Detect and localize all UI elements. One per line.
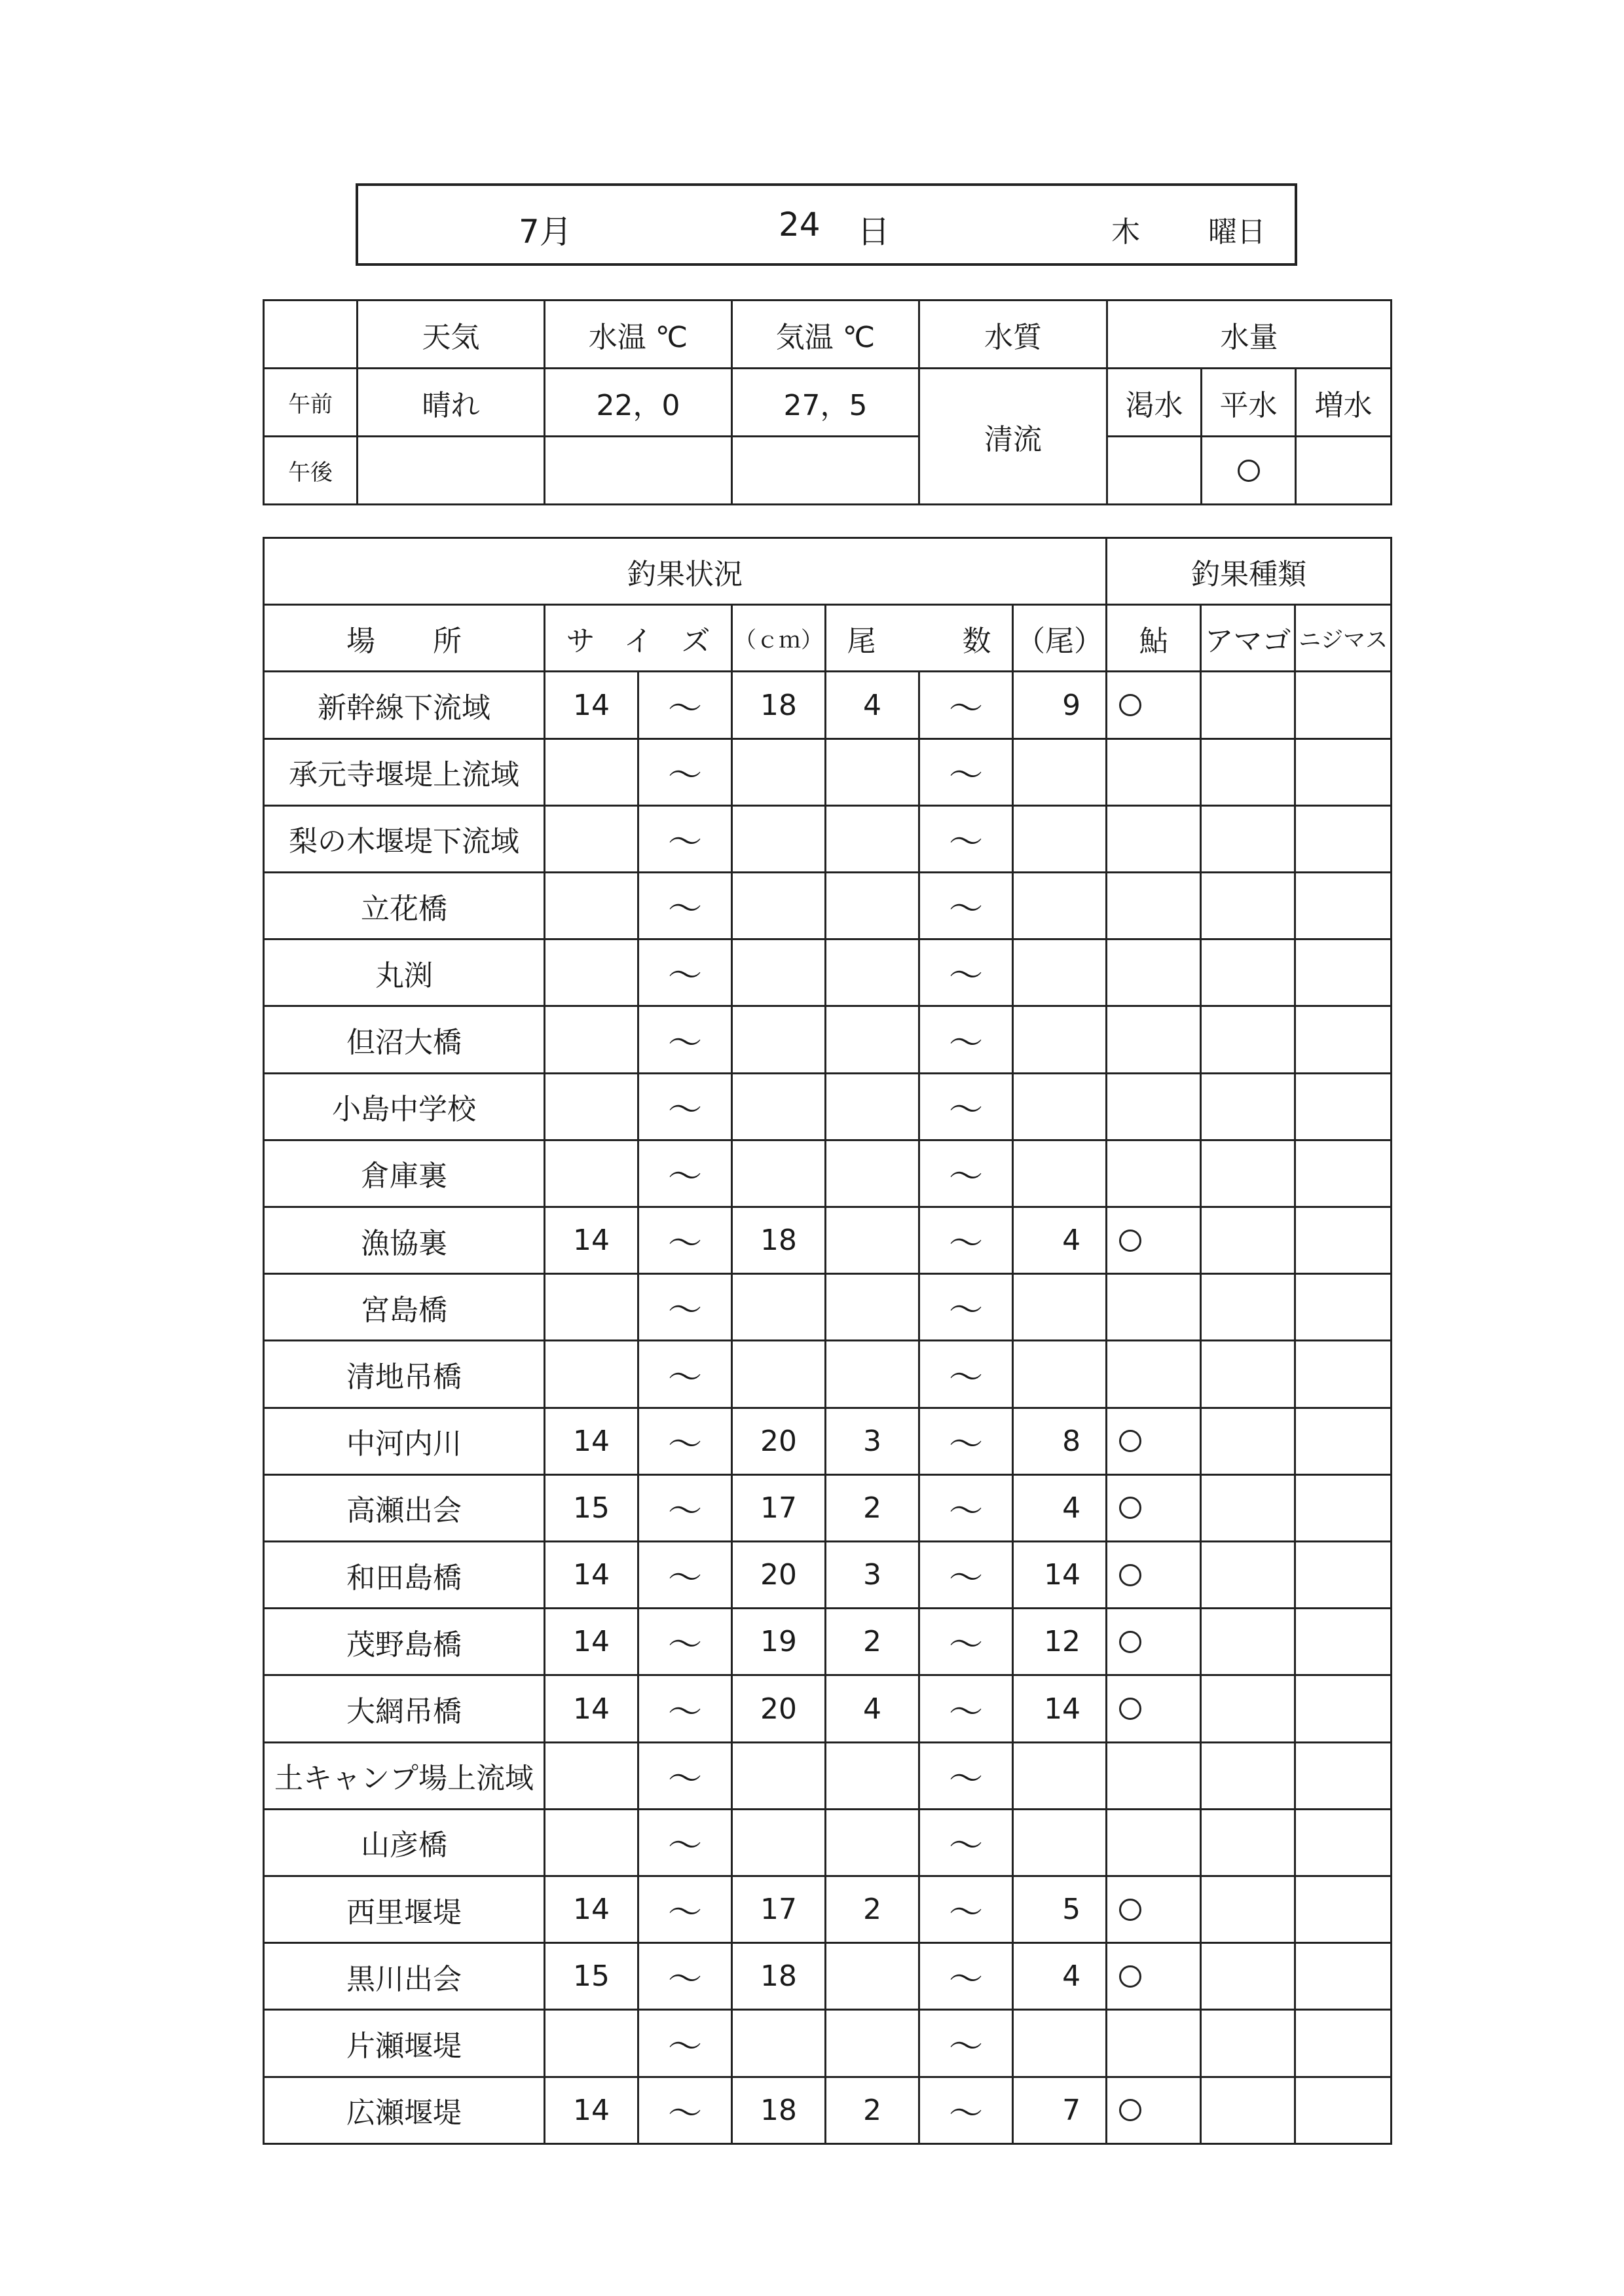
catch-row: [264, 2077, 1392, 2143]
row-place: 土キャンプ場上流域: [264, 1742, 545, 1809]
row-place: 新幹線下流域: [264, 672, 545, 738]
row-count-tilde: ～: [919, 1408, 1013, 1474]
row-rainbow-trout-mark: [1295, 1006, 1392, 1073]
date-month: 7月: [519, 213, 572, 251]
selected-circle-icon: [1238, 460, 1260, 482]
row-place: 西里堰堤: [264, 1876, 545, 1943]
row-size-max: [732, 1140, 826, 1207]
row-amago-mark: [1201, 1207, 1295, 1274]
row-amago-mark: [1201, 1876, 1295, 1943]
row-ayu-mark: [1107, 672, 1201, 738]
row-size-max: 20: [732, 1675, 826, 1742]
date-day: 24: [779, 206, 821, 244]
catch-row: [264, 672, 1392, 738]
row-size-max: [732, 738, 826, 805]
row-place: 大網吊橋: [264, 1675, 545, 1742]
catch-row: [264, 939, 1392, 1006]
row-count-max: 5: [1013, 1876, 1107, 1943]
row-size-max: 18: [732, 2077, 826, 2143]
row-count-max: 14: [1013, 1675, 1107, 1742]
row-size-max: 17: [732, 1876, 826, 1943]
row-count-max: [1013, 1006, 1107, 1073]
row-amago-mark: [1201, 873, 1295, 939]
species-amago: アマゴ: [1201, 605, 1295, 672]
catch-row: [264, 1408, 1392, 1474]
row-count-min: 3: [826, 1408, 919, 1474]
row-amago-mark: [1201, 1274, 1295, 1341]
species-rainbow-trout: ニジマス: [1295, 605, 1392, 672]
am-water-temp: 22，0: [545, 369, 732, 437]
row-place: 小島中学校: [264, 1073, 545, 1140]
row-count-min: [826, 873, 919, 939]
catch-row: [264, 1006, 1392, 1073]
row-count-min: [826, 1943, 919, 2010]
row-count-tilde: ～: [919, 1742, 1013, 1809]
species-title: 釣果種類: [1107, 538, 1392, 605]
flow-high: 増水: [1296, 369, 1392, 437]
row-size-max: 18: [732, 672, 826, 738]
row-size-min: [545, 1809, 638, 1876]
row-count-tilde: ～: [919, 1809, 1013, 1876]
row-size-max: 17: [732, 1474, 826, 1541]
row-count-min: 2: [826, 2077, 919, 2143]
row-size-min: [545, 738, 638, 805]
flow-normal: 平水: [1202, 369, 1296, 437]
row-size-tilde: ～: [638, 1274, 732, 1341]
row-amago-mark: [1201, 2077, 1295, 2143]
row-place: 立花橋: [264, 873, 545, 939]
row-size-min: 14: [545, 1207, 638, 1274]
row-count-min: 2: [826, 1474, 919, 1541]
row-count-tilde: ～: [919, 1943, 1013, 2010]
row-amago-mark: [1201, 1073, 1295, 1140]
header-size: サ イ ズ: [545, 605, 732, 672]
flow-low-mark: [1107, 437, 1202, 505]
catch-row: [264, 1809, 1392, 1876]
row-amago-mark: [1201, 672, 1295, 738]
row-size-min: [545, 939, 638, 1006]
row-rainbow-trout-mark: [1295, 1609, 1392, 1675]
row-size-tilde: ～: [638, 1542, 732, 1609]
row-amago-mark: [1201, 1006, 1295, 1073]
catch-row: [264, 1542, 1392, 1609]
row-size-max: 20: [732, 1542, 826, 1609]
row-count-max: [1013, 1073, 1107, 1140]
catch-row: [264, 1742, 1392, 1809]
catch-row: [264, 1073, 1392, 1140]
row-size-max: [732, 939, 826, 1006]
row-size-min: 14: [545, 1876, 638, 1943]
row-count-tilde: ～: [919, 1274, 1013, 1341]
row-size-min: [545, 1006, 638, 1073]
row-count-min: [826, 1073, 919, 1140]
row-count-max: [1013, 1341, 1107, 1408]
row-count-min: [826, 2010, 919, 2077]
row-size-min: 14: [545, 1675, 638, 1742]
row-ayu-mark: [1107, 1341, 1201, 1408]
ayu-circle-icon: [1119, 1430, 1141, 1452]
row-count-max: 4: [1013, 1943, 1107, 2010]
row-ayu-mark: [1107, 805, 1201, 872]
row-count-min: [826, 1140, 919, 1207]
row-count-min: 3: [826, 1542, 919, 1609]
row-count-tilde: ～: [919, 1675, 1013, 1742]
catch-row: [264, 2010, 1392, 2077]
row-size-tilde: ～: [638, 939, 732, 1006]
row-rainbow-trout-mark: [1295, 1408, 1392, 1474]
row-size-tilde: ～: [638, 1742, 732, 1809]
row-size-tilde: ～: [638, 1675, 732, 1742]
row-count-tilde: ～: [919, 1542, 1013, 1609]
row-place: 中河内川: [264, 1408, 545, 1474]
row-amago-mark: [1201, 1474, 1295, 1541]
row-ayu-mark: [1107, 2077, 1201, 2143]
catch-row: [264, 1943, 1392, 2010]
row-size-min: [545, 1742, 638, 1809]
row-ayu-mark: [1107, 1542, 1201, 1609]
row-place: 宮島橋: [264, 1274, 545, 1341]
header-weather: 天気: [358, 301, 545, 369]
row-count-max: 12: [1013, 1609, 1107, 1675]
row-size-max: [732, 1341, 826, 1408]
flow-high-mark: [1296, 437, 1392, 505]
row-amago-mark: [1201, 1943, 1295, 2010]
row-size-tilde: ～: [638, 1474, 732, 1541]
row-amago-mark: [1201, 738, 1295, 805]
row-rainbow-trout-mark: [1295, 1876, 1392, 1943]
row-ayu-mark: [1107, 1809, 1201, 1876]
row-amago-mark: [1201, 1609, 1295, 1675]
row-rainbow-trout-mark: [1295, 1274, 1392, 1341]
ayu-circle-icon: [1119, 1497, 1141, 1519]
row-size-min: 15: [545, 1474, 638, 1541]
row-amago-mark: [1201, 1675, 1295, 1742]
row-size-tilde: ～: [638, 1609, 732, 1675]
row-count-max: 7: [1013, 2077, 1107, 2143]
row-count-tilde: ～: [919, 939, 1013, 1006]
row-count-min: [826, 1274, 919, 1341]
catch-row: [264, 1341, 1392, 1408]
row-size-max: [732, 1006, 826, 1073]
ayu-circle-icon: [1119, 1899, 1141, 1921]
pm-label: 午後: [264, 437, 358, 505]
row-size-min: 14: [545, 1408, 638, 1474]
ayu-circle-icon: [1119, 1230, 1141, 1252]
header-count: 尾 数: [826, 605, 1013, 672]
row-size-tilde: ～: [638, 1341, 732, 1408]
row-rainbow-trout-mark: [1295, 1542, 1392, 1609]
row-size-tilde: ～: [638, 1876, 732, 1943]
row-size-min: [545, 805, 638, 872]
row-size-tilde: ～: [638, 2010, 732, 2077]
row-ayu-mark: [1107, 1943, 1201, 2010]
row-size-min: 14: [545, 1542, 638, 1609]
row-count-max: 4: [1013, 1474, 1107, 1541]
ayu-circle-icon: [1119, 1965, 1141, 1988]
row-size-tilde: ～: [638, 1207, 732, 1274]
row-count-tilde: ～: [919, 1876, 1013, 1943]
row-ayu-mark: [1107, 1675, 1201, 1742]
catch-row: [264, 1876, 1392, 1943]
row-place: 承元寺堰堤上流域: [264, 738, 545, 805]
row-count-max: 14: [1013, 1542, 1107, 1609]
catch-row: [264, 1274, 1392, 1341]
row-count-tilde: ～: [919, 1474, 1013, 1541]
header-count-unit: （尾）: [1013, 605, 1107, 672]
row-count-tilde: ～: [919, 1140, 1013, 1207]
row-size-max: 20: [732, 1408, 826, 1474]
row-size-max: [732, 1073, 826, 1140]
date-weekday-unit: 曜日: [1208, 215, 1266, 249]
header-size-unit: （ｃｍ）: [732, 605, 826, 672]
row-amago-mark: [1201, 805, 1295, 872]
row-rainbow-trout-mark: [1295, 939, 1392, 1006]
row-size-tilde: ～: [638, 1943, 732, 2010]
row-rainbow-trout-mark: [1295, 1809, 1392, 1876]
catch-row: [264, 805, 1392, 872]
row-place: 山彦橋: [264, 1809, 545, 1876]
header-water-temp: 水温 ℃: [545, 301, 732, 369]
row-ayu-mark: [1107, 1006, 1201, 1073]
catch-row: [264, 1140, 1392, 1207]
row-rainbow-trout-mark: [1295, 1207, 1392, 1274]
row-amago-mark: [1201, 1742, 1295, 1809]
row-place: 倉庫裏: [264, 1140, 545, 1207]
ayu-circle-icon: [1119, 2099, 1141, 2121]
row-size-max: [732, 2010, 826, 2077]
row-count-tilde: ～: [919, 1341, 1013, 1408]
header-flow: 水量: [1107, 301, 1392, 369]
row-size-min: 14: [545, 1609, 638, 1675]
row-ayu-mark: [1107, 1876, 1201, 1943]
row-rainbow-trout-mark: [1295, 738, 1392, 805]
am-label: 午前: [264, 369, 358, 437]
row-place: 丸渕: [264, 939, 545, 1006]
row-size-tilde: ～: [638, 805, 732, 872]
header-place: 場 所: [264, 605, 545, 672]
row-count-min: 2: [826, 1609, 919, 1675]
row-amago-mark: [1201, 2010, 1295, 2077]
row-count-tilde: ～: [919, 2077, 1013, 2143]
row-count-max: [1013, 1809, 1107, 1876]
row-amago-mark: [1201, 1408, 1295, 1474]
date-weekday: 木: [1111, 215, 1140, 249]
row-size-min: 15: [545, 1943, 638, 2010]
row-count-max: [1013, 738, 1107, 805]
pm-water-temp: [545, 437, 732, 505]
row-size-tilde: ～: [638, 1408, 732, 1474]
row-count-tilde: ～: [919, 1073, 1013, 1140]
row-size-max: [732, 805, 826, 872]
row-size-max: 18: [732, 1943, 826, 2010]
row-count-min: [826, 1341, 919, 1408]
row-amago-mark: [1201, 939, 1295, 1006]
row-count-tilde: ～: [919, 672, 1013, 738]
row-size-tilde: ～: [638, 1006, 732, 1073]
row-size-tilde: ～: [638, 1809, 732, 1876]
row-ayu-mark: [1107, 1742, 1201, 1809]
row-count-max: [1013, 1274, 1107, 1341]
row-size-min: 14: [545, 672, 638, 738]
row-count-min: [826, 1809, 919, 1876]
ayu-circle-icon: [1119, 1564, 1141, 1586]
row-rainbow-trout-mark: [1295, 873, 1392, 939]
row-count-tilde: ～: [919, 738, 1013, 805]
catch-table: [263, 537, 1392, 2145]
row-place: 漁協裏: [264, 1207, 545, 1274]
row-rainbow-trout-mark: [1295, 805, 1392, 872]
row-place: 高瀬出会: [264, 1474, 545, 1541]
row-size-max: [732, 1742, 826, 1809]
flow-normal-mark: [1202, 437, 1296, 505]
row-place: 黒川出会: [264, 1943, 545, 2010]
row-rainbow-trout-mark: [1295, 1073, 1392, 1140]
row-count-max: 9: [1013, 672, 1107, 738]
row-rainbow-trout-mark: [1295, 1943, 1392, 2010]
row-rainbow-trout-mark: [1295, 2077, 1392, 2143]
row-amago-mark: [1201, 1341, 1295, 1408]
row-ayu-mark: [1107, 939, 1201, 1006]
row-count-max: [1013, 1742, 1107, 1809]
ayu-circle-icon: [1119, 1698, 1141, 1720]
row-place: 茂野島橋: [264, 1609, 545, 1675]
row-place: 和田島橋: [264, 1542, 545, 1609]
row-size-tilde: ～: [638, 738, 732, 805]
row-count-tilde: ～: [919, 873, 1013, 939]
row-place: 清地吊橋: [264, 1341, 545, 1408]
ayu-circle-icon: [1119, 694, 1141, 716]
row-size-min: [545, 2010, 638, 2077]
date-header: [356, 183, 1297, 266]
catch-row: [264, 1609, 1392, 1675]
row-rainbow-trout-mark: [1295, 1474, 1392, 1541]
row-ayu-mark: [1107, 873, 1201, 939]
row-ayu-mark: [1107, 1140, 1201, 1207]
catch-title: 釣果状況: [264, 538, 1107, 605]
row-count-tilde: ～: [919, 1207, 1013, 1274]
row-count-max: [1013, 939, 1107, 1006]
catch-row: [264, 738, 1392, 805]
row-size-max: [732, 1809, 826, 1876]
row-size-min: [545, 1274, 638, 1341]
date-day-unit: 日: [857, 213, 890, 251]
row-ayu-mark: [1107, 1207, 1201, 1274]
header-quality: 水質: [919, 301, 1107, 369]
row-count-min: [826, 1207, 919, 1274]
header-air-temp: 気温 ℃: [732, 301, 919, 369]
row-amago-mark: [1201, 1809, 1295, 1876]
row-size-max: 18: [732, 1207, 826, 1274]
row-count-tilde: ～: [919, 2010, 1013, 2077]
row-size-tilde: ～: [638, 1140, 732, 1207]
row-ayu-mark: [1107, 1408, 1201, 1474]
row-rainbow-trout-mark: [1295, 1742, 1392, 1809]
row-place: 梨の木堰堤下流域: [264, 805, 545, 872]
row-amago-mark: [1201, 1140, 1295, 1207]
row-count-max: [1013, 1140, 1107, 1207]
flow-low: 渇水: [1107, 369, 1202, 437]
catch-row: [264, 1207, 1392, 1274]
row-place: 片瀬堰堤: [264, 2010, 545, 2077]
row-size-max: 19: [732, 1609, 826, 1675]
row-count-min: [826, 1006, 919, 1073]
row-ayu-mark: [1107, 1073, 1201, 1140]
row-count-tilde: ～: [919, 805, 1013, 872]
row-count-min: [826, 1742, 919, 1809]
row-count-min: 4: [826, 672, 919, 738]
water-quality: 清流: [919, 369, 1107, 505]
row-size-tilde: ～: [638, 672, 732, 738]
pm-air-temp: [732, 437, 919, 505]
am-air-temp: 27，5: [732, 369, 919, 437]
row-count-max: [1013, 805, 1107, 872]
row-amago-mark: [1201, 1542, 1295, 1609]
row-ayu-mark: [1107, 1274, 1201, 1341]
row-place: 但沼大橋: [264, 1006, 545, 1073]
row-size-tilde: ～: [638, 1073, 732, 1140]
row-count-min: [826, 939, 919, 1006]
row-size-min: [545, 1341, 638, 1408]
row-size-max: [732, 873, 826, 939]
species-ayu: 鮎: [1107, 605, 1201, 672]
row-size-min: [545, 873, 638, 939]
row-rainbow-trout-mark: [1295, 1675, 1392, 1742]
row-size-tilde: ～: [638, 2077, 732, 2143]
row-ayu-mark: [1107, 1609, 1201, 1675]
row-count-max: [1013, 873, 1107, 939]
row-ayu-mark: [1107, 2010, 1201, 2077]
row-count-min: 4: [826, 1675, 919, 1742]
row-count-max: [1013, 2010, 1107, 2077]
row-count-min: [826, 805, 919, 872]
row-rainbow-trout-mark: [1295, 672, 1392, 738]
row-size-max: [732, 1274, 826, 1341]
row-count-max: 4: [1013, 1207, 1107, 1274]
row-count-min: 2: [826, 1876, 919, 1943]
weather-table: [263, 299, 1392, 505]
am-weather: 晴れ: [358, 369, 545, 437]
row-place: 広瀬堰堤: [264, 2077, 545, 2143]
row-size-min: [545, 1140, 638, 1207]
catch-row: [264, 1474, 1392, 1541]
row-size-min: [545, 1073, 638, 1140]
catch-row: [264, 873, 1392, 939]
row-count-max: 8: [1013, 1408, 1107, 1474]
row-count-tilde: ～: [919, 1609, 1013, 1675]
weather-corner: [264, 301, 358, 369]
pm-weather: [358, 437, 545, 505]
row-count-tilde: ～: [919, 1006, 1013, 1073]
ayu-circle-icon: [1119, 1631, 1141, 1653]
row-size-min: 14: [545, 2077, 638, 2143]
row-ayu-mark: [1107, 1474, 1201, 1541]
catch-row: [264, 1675, 1392, 1742]
row-rainbow-trout-mark: [1295, 2010, 1392, 2077]
row-rainbow-trout-mark: [1295, 1341, 1392, 1408]
row-count-min: [826, 738, 919, 805]
row-ayu-mark: [1107, 738, 1201, 805]
row-rainbow-trout-mark: [1295, 1140, 1392, 1207]
row-size-tilde: ～: [638, 873, 732, 939]
